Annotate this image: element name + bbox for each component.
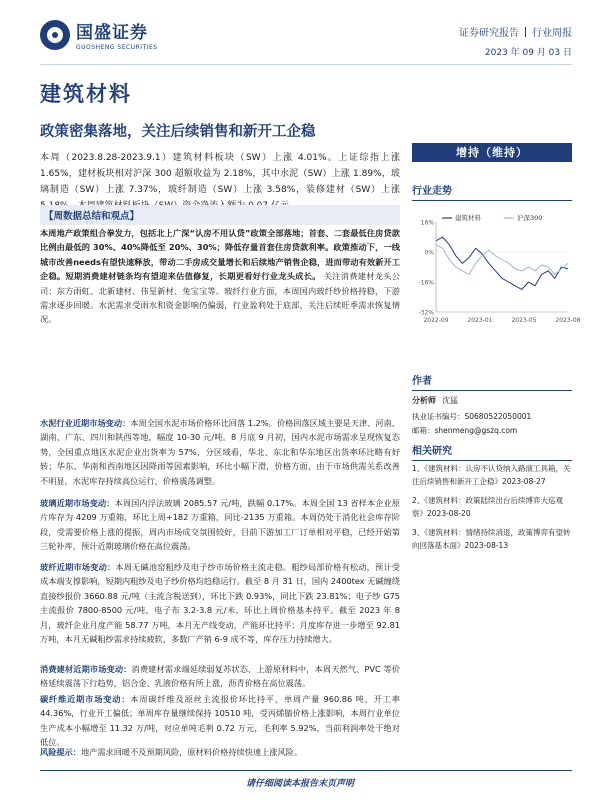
legend-label: 建筑材料 — [455, 214, 481, 222]
logo-name: 国盛证券 — [76, 23, 148, 43]
y-tick-label: -16% — [418, 279, 434, 287]
report-headline: 政策密集落地，关注后续销售和新开工企稳 — [40, 124, 316, 140]
cement-lead: 水泥行业近期市场变动： — [40, 418, 131, 428]
fiber-paragraph — [40, 560, 400, 678]
glass-lead: 玻璃近期市场变动： — [40, 498, 115, 508]
risk-paragraph — [40, 745, 400, 761]
section-title: 【周数据总结和观点】 — [40, 205, 400, 225]
fiber-text: 本周无碱池窑粗纱及电子纱市场价格主流走稳。粗纱局部价格有松动，预计受成本端支撑影响，短期内粗纱及电子纱价格均趋稳运行。截至 8 月 31 日，国内 2400tex 无碱缠绕直接纱报价 3660.88 元/吨（主流含税送到），环比下跌 0.93%，同比下跌 23.81%；电子纱 G75 主流报价 7800-8500 元/吨，电子布 3.2-3.8 元/米，环比上周价格基本持平。截至 2023 年 8 月，玻纤企业月度产能 58.77 万吨，本月无产线变动，产能环比持平；月度库存进一步增至 92.81 万吨，本月无碱粗纱需求持续疲软，多数厂产销 6-9 成不等，库存压力持续增大。 — [40, 562, 400, 645]
industry-title: 建筑材料 — [40, 82, 132, 106]
x-tick-label: 2022-09 — [423, 317, 449, 324]
x-tick-label: 2023-05 — [511, 317, 537, 324]
x-tick-label: 2023-01 — [467, 317, 493, 324]
report-date: 2023 年 09 月 03 日 — [484, 48, 572, 58]
view-paragraph — [40, 226, 400, 348]
carbon-text: 本周碳纤维及原丝主流报价环比持平，单周产量 960.86 吨，开工率 44.36%，行业开工偏低；单周库存量继续保持 10510 吨，受丙烯腈价格上涨影响，本周行业单位生产成本小幅增至 11.32 万/吨，对应单吨毛利 0.72 万元，毛利率 5.92%，当前利润率处于绝对低位。 — [40, 694, 400, 748]
analyst — [412, 395, 458, 406]
logo-icon — [40, 20, 70, 50]
consumer-paragraph — [40, 662, 400, 692]
logo — [40, 18, 158, 51]
consumer-text: 消费建材需求端延续弱复苏状态，上游原材料中，本周天然气、PVC 等价格延续震荡下行趋势，铝合金、乳液价格有所上涨，沥青价格在高位震荡。 — [40, 664, 400, 689]
analyst-email[interactable]: 邮箱：shenmeng@gszq.com — [412, 426, 518, 435]
report-subtype: 行业周报 — [532, 28, 572, 39]
trend-chart-svg — [412, 212, 581, 332]
footer-divider — [40, 770, 572, 771]
related-item[interactable]: 2、《建筑材料：政策陆续出台后续博弈大巡观察》2023-08-20 — [412, 496, 564, 518]
carbon-lead: 碳纤维近期市场变动： — [40, 694, 131, 704]
analyst-name: 沈猛 — [442, 396, 458, 405]
consumer-lead: 消费建材近期市场变动： — [40, 664, 132, 674]
separator — [525, 27, 526, 37]
author-title: 作者 — [412, 372, 572, 391]
legend-label: 沪深300 — [517, 214, 543, 222]
footer-note: 请仔细阅读本报告末页声明 — [245, 779, 354, 789]
series-line-materials — [436, 237, 568, 290]
related-item[interactable]: 3、《建筑材料：情绪持续消退，政策博弈有望转向回落基本面》2023-08-13 — [412, 528, 571, 550]
fiber-lead: 玻纤近期市场变动： — [40, 562, 116, 572]
glass-text: 本周国内浮法玻璃 2085.57 元/吨，跌幅 0.17%。本周全国 13 省样本企业原片库存为 4209 万重箱，环比上周+182 万重箱，同比-2135 万重箱。本周仍处于消化社会库存阶段，受需要价格上涨的提振，周内市场成交氛围较好，目前下游加工厂订单相对平稳，已经开始第三轮补库，预计近期玻璃价格在高位震荡。 — [40, 498, 400, 552]
carbon-paragraph — [40, 692, 400, 750]
related-list — [412, 462, 572, 558]
y-tick-label: -32% — [418, 309, 434, 317]
report-header — [0, 0, 600, 62]
glass-paragraph — [40, 496, 400, 556]
view-body: 关注消费建材龙头公司：东方雨虹、北新建材、伟星新材、兔宝宝等。玻纤行业方面，本周国内玻纤纱价格持稳，下游需求逐步回暖。水泥需求受雨水和资金影响仍偏弱，行业盈利处于底部，关注后续旺季需求恢复情况。 — [40, 271, 400, 325]
related-item[interactable]: 1、《建筑材料：认房不认贷纳入路演工具箱，关注后续销售和新开工企稳》2023-08-27 — [412, 464, 571, 486]
trend-title: 行业走势 — [412, 182, 572, 201]
logo-name-en: GUOSHENG SECURITIES — [76, 44, 158, 51]
cement-text: 本周全国水泥市场价格环比回落 1.2%。价格回落区域主要是天津、河南、湖南、广东、四川和陕西等地，幅度 10-30 元/吨。8 月底 9 月初，国内水泥市场需求呈现恢复态势，全国重点地区水泥企业出货率为 57%，分区域看，华北、东北和华东地区出货率环比略有好转；华东、华南和西南地区因降雨等因素影响，环比小幅下滑，价格方面，由于市场供需关系改善不明显，水泥库存持续高位运行，价格震荡调整。 — [40, 418, 400, 486]
y-tick-label: 0% — [424, 249, 434, 257]
analyst-role: 分析师 — [412, 396, 436, 405]
view-lead: 本周地产政策组合拳发力，包括北上广深“认房不用认贷”政策全部落地；首套、二套最低住房贷款比例由最低的 30%、40%降低至 20%、30%；降低存量首套住房贷款利率。政策推动下，一线城市改善needs有望快速释放，带动二手房成交量增长和后续地产销售企稳，进而带动有效新开工企稳。短期消费建材链条均有望迎来估值修复，长期更看好行业龙头成长。 — [40, 228, 400, 282]
related-title: 相关研究 — [412, 442, 572, 461]
risk-lead: 风险提示： — [40, 747, 81, 757]
x-tick-label: 2023-08 — [555, 317, 581, 324]
y-tick-label: 16% — [420, 219, 434, 227]
risk-text: 地产需求回暖不及预期风险，原材料价格持续快速上涨风险。 — [80, 747, 303, 757]
header-divider — [40, 64, 572, 65]
weekly-summary: 本周（2023.8.28-2023.9.1）建筑材料板块（SW）上涨 4.01%。上证综指上涨 1.65%，建材板块相对沪深 300 超额收益为 2.18%，其中水泥（SW）上涨 1.89%，玻璃制造（SW）上涨 7.37%，玻纤制造（SW）上涨 3.58%，装修建材（SW）上涨 — [40, 153, 400, 195]
trend-chart — [412, 212, 581, 332]
analyst-cert: 执业证书编号：S0680522050001 — [412, 412, 532, 421]
series-line-csi300 — [436, 245, 568, 275]
report-type: 证券研究报告 — [459, 28, 519, 39]
rating-badge: 增持（维持） — [412, 143, 572, 162]
cement-paragraph — [40, 416, 400, 488]
